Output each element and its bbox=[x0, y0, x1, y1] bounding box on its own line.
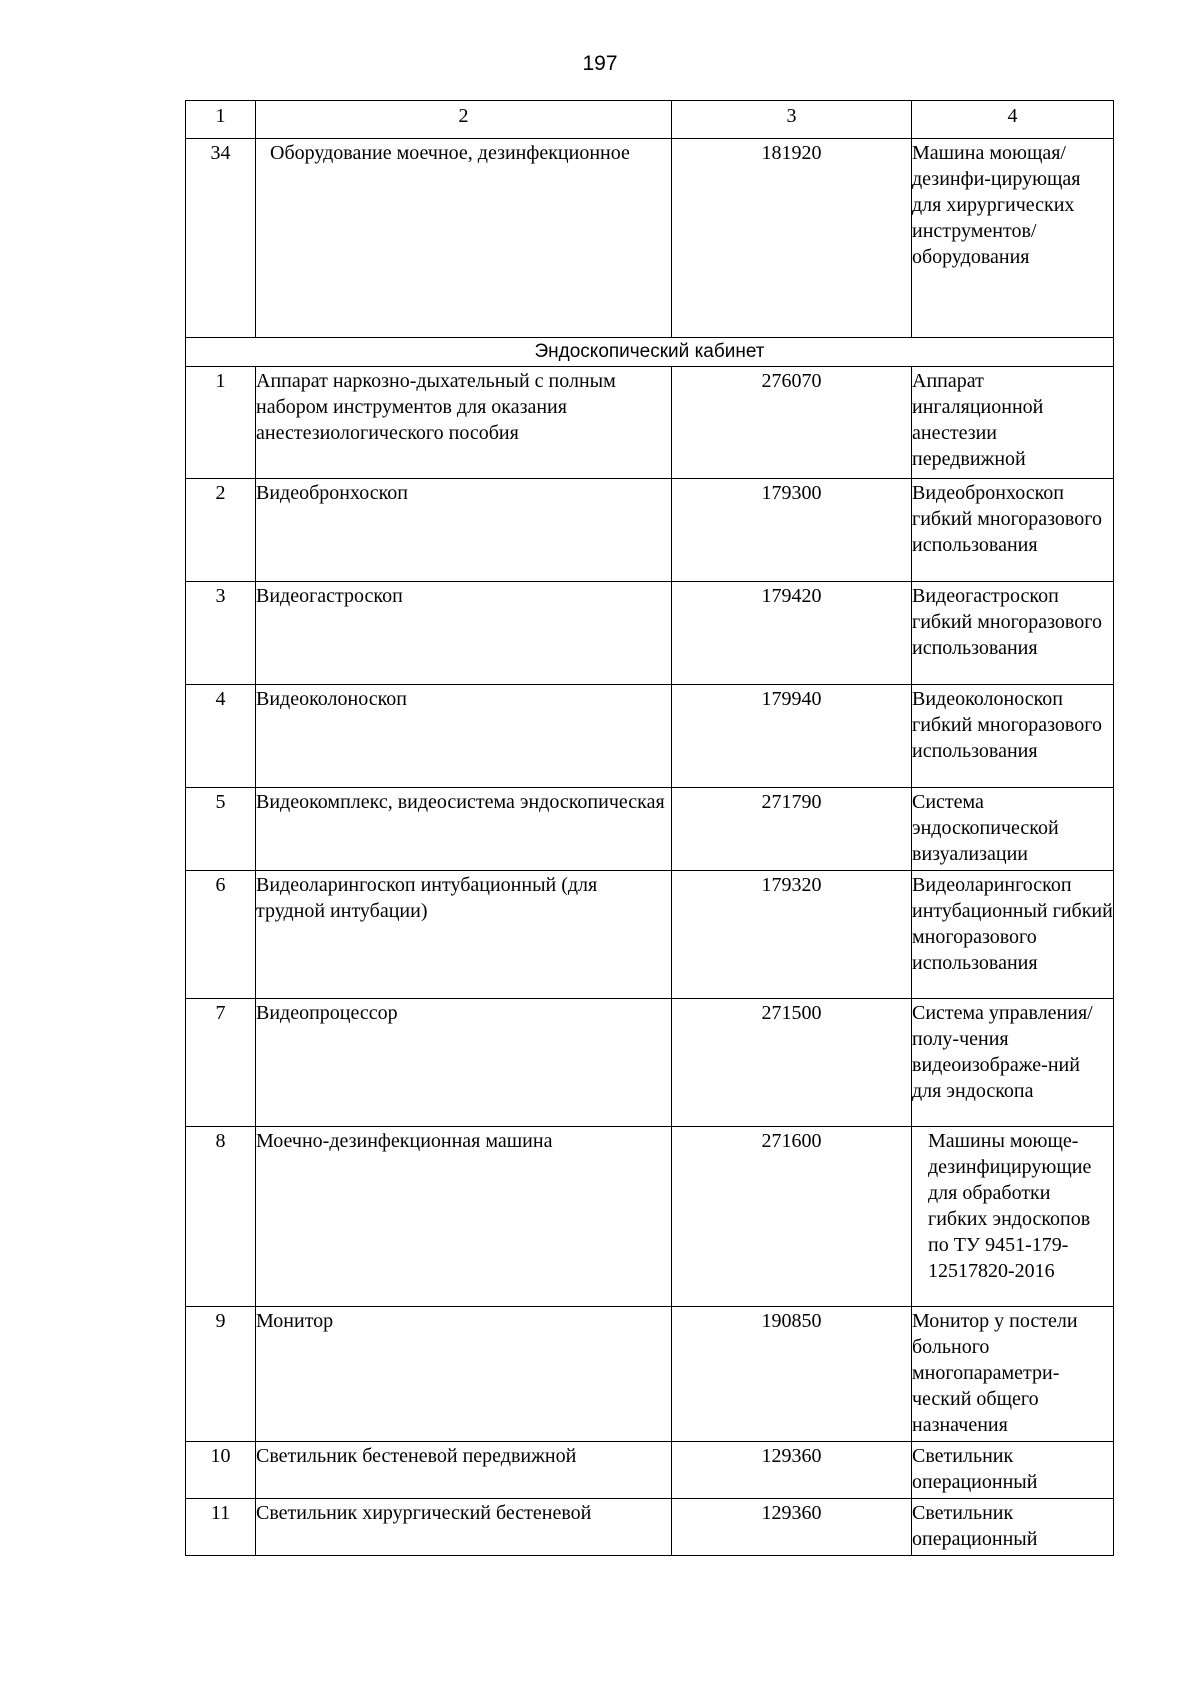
table-row bbox=[186, 685, 1114, 788]
row-number: 2 bbox=[186, 479, 256, 582]
row-name: Светильник хирургический бестеневой bbox=[256, 1499, 672, 1556]
row-description: Аппарат ингаляционной анестезии передвижной bbox=[912, 367, 1114, 479]
header-cell: 2 bbox=[256, 101, 672, 139]
page-number: 197 bbox=[582, 52, 618, 75]
row-name: Видеоларингоскоп интубационный (для трудной интубации) bbox=[256, 871, 672, 999]
row-code: 190850 bbox=[672, 1307, 912, 1442]
row-number: 3 bbox=[186, 582, 256, 685]
row-description: Машина моющая/дезинфи-цирующая для хирургических инструментов/ оборудования bbox=[912, 139, 1114, 338]
row-code: 179420 bbox=[672, 582, 912, 685]
row-description: Система управления/полу-чения видеоизображе-ний для эндоскопа bbox=[912, 999, 1114, 1127]
section-title: Эндоскопический кабинет bbox=[186, 338, 1114, 367]
equipment-table bbox=[185, 100, 1114, 1556]
row-number: 5 bbox=[186, 788, 256, 871]
row-code: 271600 bbox=[672, 1127, 912, 1307]
row-number: 34 bbox=[186, 139, 256, 338]
section-row bbox=[186, 338, 1114, 367]
table-row bbox=[186, 788, 1114, 871]
table-row bbox=[186, 1499, 1114, 1556]
row-description: Светильник операционный bbox=[912, 1499, 1114, 1556]
row-name: Оборудование моечное, дезинфекционное bbox=[256, 139, 672, 338]
row-description: Видеоколоноскоп гибкий многоразового использования bbox=[912, 685, 1114, 788]
row-name: Светильник бестеневой передвижной bbox=[256, 1442, 672, 1499]
row-name: Моечно-дезинфекционная машина bbox=[256, 1127, 672, 1307]
table-row bbox=[186, 582, 1114, 685]
row-number: 1 bbox=[186, 367, 256, 479]
row-code: 271790 bbox=[672, 788, 912, 871]
row-name: Видеопроцессор bbox=[256, 999, 672, 1127]
row-name: Монитор bbox=[256, 1307, 672, 1442]
table-row bbox=[186, 871, 1114, 999]
row-number: 10 bbox=[186, 1442, 256, 1499]
row-description: Система эндоскопической визуализации bbox=[912, 788, 1114, 871]
row-description: Монитор у постели больного многопараметри-ческий общего назначения bbox=[912, 1307, 1114, 1442]
header-cell: 3 bbox=[672, 101, 912, 139]
header-cell: 4 bbox=[912, 101, 1114, 139]
row-name: Аппарат наркозно-дыхательный с полным набором инструментов для оказания анестезиологического пособия bbox=[256, 367, 672, 479]
row-code: 276070 bbox=[672, 367, 912, 479]
table-row bbox=[186, 139, 1114, 338]
row-name: Видеоколоноскоп bbox=[256, 685, 672, 788]
table-row bbox=[186, 1442, 1114, 1499]
row-code: 181920 bbox=[672, 139, 912, 338]
row-name: Видеогастроскоп bbox=[256, 582, 672, 685]
table-row bbox=[186, 1307, 1114, 1442]
row-description: Машины моюще-дезинфицирующие для обработки гибких эндоскопов по ТУ 9451-179-12517820-2016 bbox=[912, 1127, 1114, 1307]
row-number: 4 bbox=[186, 685, 256, 788]
row-name: Видеокомплекс, видеосистема эндоскопическая bbox=[256, 788, 672, 871]
table-row bbox=[186, 479, 1114, 582]
header-cell: 1 bbox=[186, 101, 256, 139]
row-number: 9 bbox=[186, 1307, 256, 1442]
row-description: Видеогастроскоп гибкий многоразового использования bbox=[912, 582, 1114, 685]
row-code: 179320 bbox=[672, 871, 912, 999]
row-code: 179300 bbox=[672, 479, 912, 582]
row-description: Видеобронхоскоп гибкий многоразового использования bbox=[912, 479, 1114, 582]
row-number: 8 bbox=[186, 1127, 256, 1307]
row-name: Видеобронхоскоп bbox=[256, 479, 672, 582]
table-row bbox=[186, 367, 1114, 479]
row-description: Видеоларингоскоп интубационный гибкий многоразового использования bbox=[912, 871, 1114, 999]
table-row bbox=[186, 999, 1114, 1127]
table-header-row bbox=[186, 101, 1114, 139]
row-code: 271500 bbox=[672, 999, 912, 1127]
row-number: 6 bbox=[186, 871, 256, 999]
table-row bbox=[186, 1127, 1114, 1307]
row-code: 179940 bbox=[672, 685, 912, 788]
row-code: 129360 bbox=[672, 1499, 912, 1556]
row-description: Светильник операционный bbox=[912, 1442, 1114, 1499]
row-code: 129360 bbox=[672, 1442, 912, 1499]
row-number: 7 bbox=[186, 999, 256, 1127]
row-number: 11 bbox=[186, 1499, 256, 1556]
